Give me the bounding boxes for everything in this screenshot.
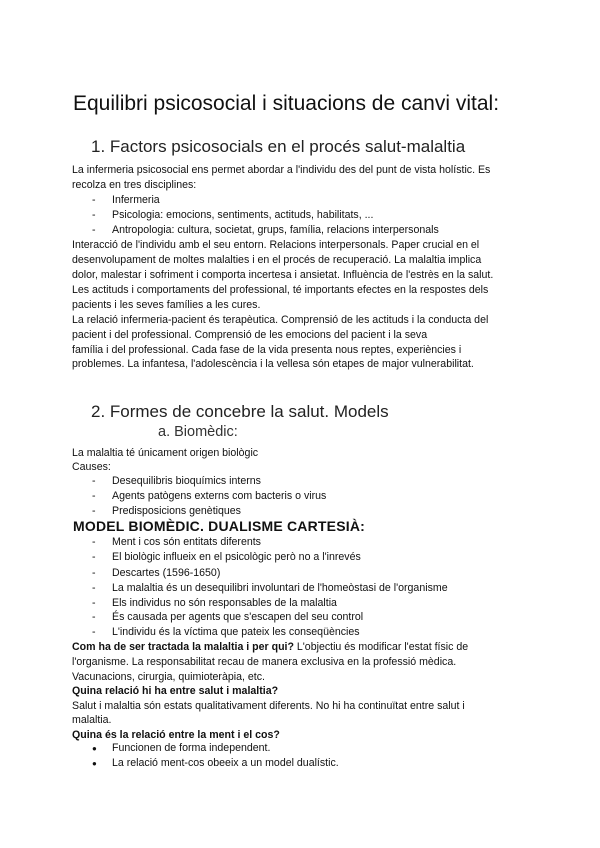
model-item: - Ment i cos són entitats diferents xyxy=(92,536,261,548)
dash-marker: - xyxy=(92,611,96,623)
model-item: - Descartes (1596-1650) xyxy=(92,567,221,579)
question-2-answer-line: Salut i malaltia són estats qualitativament diferents. No hi ha continuïtat entre salut i xyxy=(72,700,465,712)
section-1-body-line: pacients i les seves famílies a les cures. xyxy=(72,299,261,311)
document-title: Equilibri psicosocial i situacions de canvi vital: xyxy=(73,92,500,115)
model-item: - És causada per agents que s'escapen del seu control xyxy=(92,611,364,623)
dash-marker: - xyxy=(92,536,96,548)
q3-item: ● Funcionen de forma independent. xyxy=(92,742,271,754)
dash-marker: - xyxy=(92,224,96,236)
discipline-item: - Antropologia: cultura, societat, grups, família, relacions interpersonals xyxy=(92,224,439,236)
section-1-intro-line: recolza en tres disciplines: xyxy=(72,179,197,191)
dash-marker: - xyxy=(92,626,96,638)
model-item: - La malaltia és un desequilibri involuntari de l'homeòstasi de l'organisme xyxy=(92,582,448,594)
section-1-heading: 1. Factors psicosocials en el procés salut-malaltia xyxy=(91,137,466,156)
section-1-body-line: La relació infermeria-pacient és terapèutica. Comprensió de les actituds i la conducta del xyxy=(72,314,489,326)
dash-marker: - xyxy=(92,567,96,579)
bullet-marker: ● xyxy=(92,759,97,768)
question-1-answer: L'objectiu és modificar l'estat físic de xyxy=(293,641,469,653)
cause-item: - Agents patògens externs com bacteris o virus xyxy=(92,490,327,502)
dash-marker: - xyxy=(92,582,96,594)
dash-marker: - xyxy=(92,475,96,487)
section-1-body-line: desenvolupament de moltes malalties i en el procés de recuperació. La malaltia implica xyxy=(72,254,482,266)
question-1: Com ha de ser tractada la malaltia i per qui? xyxy=(72,641,294,653)
section-1-body-line: Les actituds i comportaments del professional, té importants efectes en la respostes dels xyxy=(72,284,489,296)
dash-marker: - xyxy=(92,551,96,563)
question-2-answer-line: malaltia. xyxy=(72,714,112,726)
section-2-line: Causes: xyxy=(72,461,111,473)
section-1-intro-line: La infermeria psicosocial ens permet abordar a l'individu des del punt de vista holístic. Es xyxy=(72,164,491,176)
question-3: Quina és la relació entre la ment i el cos? xyxy=(72,729,280,741)
dash-marker: - xyxy=(92,597,96,609)
model-item: - L'individu és la víctima que pateix les conseqüències xyxy=(92,626,360,638)
dash-marker: - xyxy=(92,209,96,221)
bullet-marker: ● xyxy=(92,744,97,753)
subsection-heading: a. Biomèdic: xyxy=(158,424,238,440)
section-2-line: La malaltia té únicament origen biològic xyxy=(72,447,259,459)
section-1-body-line: problemes. La infantesa, l'adolescència i la vellesa són etapes de major vulnerabilitat. xyxy=(72,358,474,370)
section-1-body-line: pacient i del professional. Comprensió de les emocions del pacient i la seva xyxy=(72,329,428,341)
dash-marker: - xyxy=(92,505,96,517)
question-1-line xyxy=(72,640,468,656)
q3-item: ● La relació ment-cos obeeix a un model dualístic. xyxy=(92,757,339,769)
question-2: Quina relació hi ha entre salut i malaltia? xyxy=(72,685,279,697)
question-1-answer-line: Vacunacions, cirurgia, quimioteràpia, etc. xyxy=(72,671,265,683)
model-item: - Els individus no són responsables de la malaltia xyxy=(92,597,337,609)
model-heading: MODEL BIOMÈDIC. DUALISME CARTESIÀ: xyxy=(73,518,365,534)
model-item: - El biològic influeix en el psicològic però no a l'inrevés xyxy=(92,551,361,563)
section-2-heading: 2. Formes de concebre la salut. Models xyxy=(91,402,389,421)
cause-item: - Predisposicions genètiques xyxy=(92,505,241,517)
dash-marker: - xyxy=(92,490,96,502)
discipline-item: - Infermeria xyxy=(92,194,160,206)
dash-marker: - xyxy=(92,194,96,206)
section-1-body-line: dolor, malestar i sofriment i comporta incertesa i ansietat. Influència de l'estrès en la salut. xyxy=(72,269,494,281)
cause-item: - Desequilibris bioquímics interns xyxy=(92,475,261,487)
section-1-body-line: família i del professional. Cada fase de la vida presenta nous reptes, experiències i xyxy=(72,344,462,356)
question-1-answer-line: l'organisme. La responsabilitat recau de manera exclusiva en la professió mèdica. xyxy=(72,656,457,668)
section-1-body-line: Interacció de l'individu amb el seu entorn. Relacions interpersonals. Paper crucial en el xyxy=(72,239,480,251)
discipline-item: - Psicologia: emocions, sentiments, actituds, habilitats, ... xyxy=(92,209,374,221)
